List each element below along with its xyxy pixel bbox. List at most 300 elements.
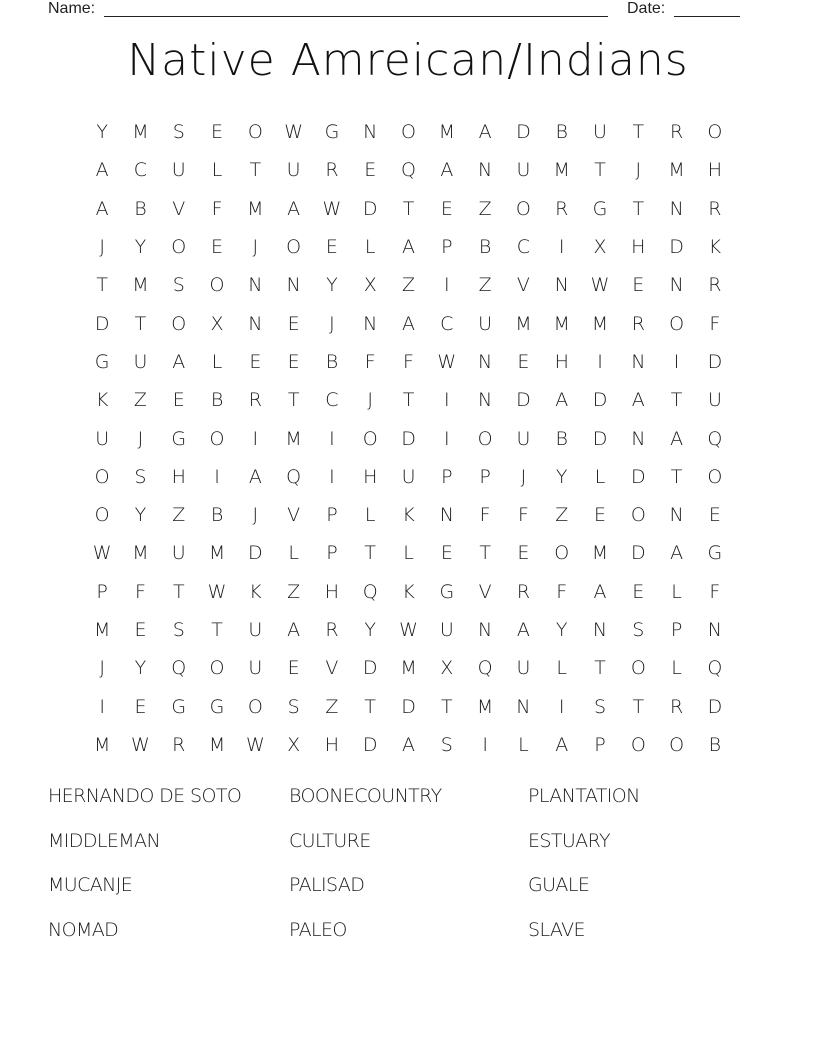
grid-letter: X bbox=[363, 274, 377, 297]
grid-letter: P bbox=[441, 236, 453, 259]
grid-letter: S bbox=[172, 274, 185, 297]
grid-letter: L bbox=[403, 542, 414, 565]
grid-letter: J bbox=[367, 389, 374, 412]
grid-letter: W bbox=[284, 121, 304, 144]
grid-letter: D bbox=[592, 427, 608, 450]
grid-letter: R bbox=[670, 695, 684, 718]
grid-letter: Q bbox=[401, 159, 416, 182]
grid-letter: F bbox=[517, 504, 529, 527]
grid-letter: E bbox=[287, 657, 300, 680]
grid-letter: U bbox=[248, 619, 263, 641]
grid-letter: I bbox=[597, 350, 603, 373]
grid-letter: L bbox=[364, 504, 376, 527]
grid-letter: G bbox=[439, 580, 455, 603]
grid-letter: W bbox=[322, 197, 342, 220]
grid-letter: Q bbox=[171, 657, 187, 680]
grid-letter: T bbox=[96, 274, 108, 297]
grid-letter: R bbox=[172, 733, 186, 756]
grid-letter: L bbox=[594, 465, 606, 488]
grid-letter: Z bbox=[133, 389, 147, 412]
grid-letter: I bbox=[444, 274, 450, 297]
grid-letter: I bbox=[252, 427, 259, 450]
grid-letter: H bbox=[554, 350, 569, 373]
grid-letter: E bbox=[632, 580, 645, 603]
grid-letter: Y bbox=[326, 274, 338, 297]
grid-letter: Q bbox=[286, 465, 302, 488]
word-list-item: MUCANJE bbox=[48, 874, 133, 896]
grid-letter: O bbox=[209, 657, 225, 680]
grid-letter: V bbox=[478, 580, 492, 603]
grid-letter: E bbox=[172, 389, 185, 412]
grid-letter: D bbox=[669, 236, 684, 259]
grid-letter: Z bbox=[478, 274, 492, 297]
grid-letter: Z bbox=[478, 197, 492, 220]
grid-letter: M bbox=[93, 619, 111, 641]
grid-letter: U bbox=[516, 159, 531, 182]
grid-letter: A bbox=[440, 159, 454, 182]
grid-letter: N bbox=[478, 619, 493, 641]
grid-letter: N bbox=[669, 197, 684, 220]
grid-letter: B bbox=[478, 236, 492, 259]
grid-letter: E bbox=[211, 121, 224, 144]
grid-letter: E bbox=[134, 619, 147, 641]
grid-letter: J bbox=[329, 312, 335, 335]
grid-letter: C bbox=[325, 389, 339, 412]
grid-letter: T bbox=[249, 159, 262, 182]
grid-letter: D bbox=[592, 389, 608, 412]
grid-letter: P bbox=[670, 619, 683, 641]
grid-letter: U bbox=[516, 657, 531, 680]
grid-letter: U bbox=[171, 542, 186, 565]
grid-letter: L bbox=[518, 733, 529, 756]
grid-letter: X bbox=[210, 312, 224, 335]
grid-letter: U bbox=[478, 312, 493, 335]
grid-letter: T bbox=[287, 389, 300, 412]
name-line bbox=[104, 0, 608, 17]
grid-letter: K bbox=[402, 580, 415, 603]
grid-letter: N bbox=[516, 695, 531, 718]
grid-letter: N bbox=[631, 350, 646, 373]
grid-letter: U bbox=[171, 159, 186, 182]
grid-letter: J bbox=[520, 465, 527, 488]
grid-letter: M bbox=[591, 312, 609, 335]
grid-letter: E bbox=[440, 542, 453, 565]
grid-letter: W bbox=[131, 733, 150, 756]
grid-letter: J bbox=[99, 236, 105, 259]
grid-letter: C bbox=[133, 159, 148, 182]
grid-letter: B bbox=[210, 504, 224, 527]
grid-letter: G bbox=[592, 197, 608, 220]
word-list-item: SLAVE bbox=[528, 918, 585, 941]
grid-letter: N bbox=[478, 159, 493, 182]
grid-letter: T bbox=[134, 312, 147, 335]
grid-letter: L bbox=[288, 542, 299, 565]
grid-letter: U bbox=[439, 619, 454, 641]
letter-grid bbox=[83, 113, 733, 764]
grid-letter: A bbox=[248, 465, 262, 488]
grid-letter: Z bbox=[172, 504, 186, 527]
grid-letter: G bbox=[209, 695, 225, 718]
grid-letter: T bbox=[172, 580, 185, 603]
grid-letter: I bbox=[482, 733, 488, 756]
grid-letter: E bbox=[134, 695, 147, 718]
grid-letter: I bbox=[214, 465, 220, 488]
grid-letter: W bbox=[437, 350, 457, 373]
grid-letter: Q bbox=[362, 580, 378, 603]
grid-letter: M bbox=[668, 159, 685, 182]
word-list-item: ESTUARY bbox=[528, 829, 610, 852]
grid-letter: I bbox=[329, 427, 335, 450]
grid-letter: T bbox=[594, 657, 606, 680]
grid-letter: O bbox=[554, 542, 570, 565]
name-label: Name: bbox=[48, 0, 96, 17]
grid-letter: E bbox=[517, 350, 530, 373]
grid-letter: L bbox=[364, 236, 376, 259]
word-list-item: HERNANDO DE SOTO bbox=[48, 785, 242, 807]
grid-letter: L bbox=[671, 657, 682, 680]
grid-letter: M bbox=[93, 733, 111, 756]
grid-letter: O bbox=[94, 465, 110, 488]
grid-letter: Q bbox=[707, 657, 723, 680]
grid-letter: Q bbox=[707, 427, 723, 450]
grid-letter: D bbox=[248, 542, 263, 565]
grid-letter: D bbox=[516, 389, 531, 412]
grid-letter: P bbox=[326, 504, 338, 527]
grid-letter: N bbox=[707, 619, 722, 641]
grid-letter: D bbox=[362, 733, 378, 756]
grid-letter: T bbox=[594, 159, 606, 182]
grid-letter: V bbox=[325, 657, 339, 680]
grid-letter: T bbox=[632, 121, 645, 144]
grid-letter: A bbox=[95, 197, 109, 220]
word-list-item: GUALE bbox=[528, 874, 590, 896]
grid-letter: S bbox=[287, 695, 300, 718]
grid-letter: T bbox=[670, 389, 683, 412]
grid-letter: M bbox=[132, 274, 149, 297]
word-list-item: PALEO bbox=[289, 918, 347, 941]
word-list bbox=[48, 780, 768, 958]
grid-letter: I bbox=[558, 236, 565, 259]
grid-letter: E bbox=[325, 236, 338, 259]
grid-letter: S bbox=[440, 733, 453, 756]
grid-letter: I bbox=[444, 389, 450, 412]
grid-letter: R bbox=[555, 197, 569, 220]
grid-letter: E bbox=[632, 274, 645, 297]
grid-letter: R bbox=[325, 159, 339, 182]
grid-letter: N bbox=[669, 274, 684, 297]
grid-letter: T bbox=[211, 619, 223, 641]
grid-letter: O bbox=[286, 236, 302, 259]
grid-letter: O bbox=[171, 236, 187, 259]
grid-letter: O bbox=[669, 733, 685, 756]
grid-letter: E bbox=[211, 236, 224, 259]
grid-letter: A bbox=[402, 733, 416, 756]
grid-letter: K bbox=[95, 389, 109, 412]
grid-letter: W bbox=[92, 542, 112, 565]
grid-letter: A bbox=[402, 312, 416, 335]
grid-letter: K bbox=[708, 236, 722, 259]
grid-letter: A bbox=[287, 619, 301, 641]
grid-letter: Z bbox=[325, 695, 339, 718]
grid-letter: I bbox=[99, 695, 105, 718]
grid-letter: G bbox=[171, 695, 187, 718]
grid-letter: B bbox=[708, 733, 722, 756]
grid-letter: U bbox=[133, 350, 148, 373]
grid-letter: B bbox=[134, 197, 147, 220]
grid-letter: R bbox=[708, 197, 722, 220]
grid-letter: B bbox=[555, 121, 568, 144]
grid-letter: Z bbox=[555, 504, 569, 527]
grid-letter: H bbox=[707, 159, 723, 182]
grid-letter: N bbox=[248, 274, 263, 297]
grid-letter: I bbox=[329, 465, 335, 488]
grid-letter: O bbox=[247, 695, 263, 718]
word-list-item: PALISAD bbox=[289, 874, 365, 896]
grid-letter: O bbox=[247, 121, 263, 144]
grid-letter: V bbox=[516, 274, 530, 297]
grid-letter: C bbox=[440, 312, 454, 335]
grid-letter: T bbox=[632, 197, 645, 220]
grid-letter: J bbox=[252, 236, 259, 259]
grid-letter: C bbox=[516, 236, 531, 259]
grid-letter: B bbox=[210, 389, 224, 412]
grid-letter: O bbox=[209, 274, 225, 297]
grid-letter: W bbox=[245, 733, 265, 756]
grid-letter: R bbox=[708, 274, 722, 297]
grid-letter: E bbox=[287, 350, 300, 373]
grid-letter: F bbox=[403, 350, 414, 373]
grid-letter: Y bbox=[555, 619, 568, 641]
grid-letter: W bbox=[399, 619, 418, 641]
grid-letter: F bbox=[479, 504, 491, 527]
grid-letter: O bbox=[707, 465, 723, 488]
grid-letter: F bbox=[211, 197, 223, 220]
grid-letter: M bbox=[400, 657, 417, 680]
grid-letter: P bbox=[96, 580, 108, 603]
grid-letter: B bbox=[325, 350, 339, 373]
grid-letter: T bbox=[632, 695, 645, 718]
grid-letter: H bbox=[363, 465, 378, 488]
grid-letter: M bbox=[515, 312, 532, 335]
grid-letter: O bbox=[630, 733, 646, 756]
grid-letter: M bbox=[476, 695, 494, 718]
grid-letter: E bbox=[249, 350, 262, 373]
grid-letter: D bbox=[362, 657, 378, 680]
grid-letter: U bbox=[707, 389, 722, 412]
grid-letter: M bbox=[132, 121, 149, 144]
grid-letter: U bbox=[248, 657, 263, 680]
grid-letter: S bbox=[172, 619, 185, 641]
grid-letter: A bbox=[95, 159, 109, 182]
grid-letter: O bbox=[477, 427, 493, 450]
grid-letter: O bbox=[707, 121, 723, 144]
grid-letter: R bbox=[325, 619, 339, 641]
grid-letter: E bbox=[287, 312, 300, 335]
word-list-item: CULTURE bbox=[289, 829, 371, 852]
grid-letter: P bbox=[594, 733, 606, 756]
grid-letter: O bbox=[171, 312, 187, 335]
grid-letter: E bbox=[440, 197, 453, 220]
grid-letter: T bbox=[364, 695, 377, 718]
grid-letter: Y bbox=[134, 657, 147, 680]
grid-letter: M bbox=[285, 427, 302, 450]
word-list-item: PLANTATION bbox=[528, 785, 640, 807]
grid-letter: K bbox=[249, 580, 262, 603]
grid-letter: X bbox=[440, 657, 454, 680]
grid-letter: M bbox=[208, 733, 226, 756]
grid-letter: I bbox=[558, 695, 565, 718]
grid-letter: P bbox=[326, 542, 338, 565]
grid-letter: O bbox=[669, 312, 685, 335]
grid-letter: D bbox=[362, 197, 378, 220]
grid-letter: Q bbox=[477, 657, 493, 680]
grid-letter: Y bbox=[134, 504, 147, 527]
grid-letter: V bbox=[287, 504, 301, 527]
grid-letter: S bbox=[593, 695, 607, 718]
date-line bbox=[674, 0, 740, 17]
grid-letter: Z bbox=[287, 580, 301, 603]
grid-letter: Z bbox=[402, 274, 416, 297]
grid-letter: O bbox=[362, 427, 378, 450]
grid-letter: F bbox=[364, 350, 376, 373]
grid-letter: R bbox=[670, 121, 684, 144]
grid-letter: A bbox=[402, 236, 416, 259]
grid-letter: Y bbox=[364, 619, 377, 641]
grid-letter: A bbox=[670, 542, 684, 565]
grid-letter: M bbox=[553, 159, 570, 182]
grid-letter: G bbox=[94, 350, 110, 373]
grid-letter: U bbox=[401, 465, 416, 488]
grid-letter: M bbox=[553, 312, 570, 335]
grid-letter: A bbox=[631, 389, 645, 412]
grid-letter: E bbox=[517, 542, 530, 565]
grid-letter: D bbox=[401, 695, 416, 718]
grid-letter: L bbox=[211, 350, 223, 373]
grid-letter: F bbox=[709, 312, 721, 335]
grid-letter: A bbox=[555, 389, 569, 412]
grid-letter: N bbox=[554, 274, 569, 297]
grid-letter: A bbox=[478, 121, 492, 144]
grid-letter: H bbox=[631, 236, 646, 259]
grid-letter: D bbox=[401, 427, 416, 450]
grid-letter: T bbox=[402, 389, 415, 412]
grid-letter: D bbox=[94, 312, 110, 335]
date-label: Date: bbox=[627, 0, 666, 17]
grid-letter: G bbox=[707, 542, 723, 565]
grid-letter: Y bbox=[96, 121, 108, 144]
grid-letter: A bbox=[555, 733, 569, 756]
grid-letter: N bbox=[439, 504, 454, 527]
grid-letter: H bbox=[324, 733, 340, 756]
grid-letter: D bbox=[516, 121, 531, 144]
grid-letter: J bbox=[137, 427, 144, 450]
grid-letter: E bbox=[708, 504, 721, 527]
grid-letter: J bbox=[252, 504, 259, 527]
grid-letter: E bbox=[594, 504, 607, 527]
grid-letter: O bbox=[209, 427, 225, 450]
grid-letter: M bbox=[438, 121, 456, 144]
grid-letter: N bbox=[478, 389, 493, 412]
grid-letter: H bbox=[171, 465, 186, 488]
word-list-item: NOMAD bbox=[48, 918, 119, 941]
grid-letter: D bbox=[707, 695, 723, 718]
grid-letter: G bbox=[171, 427, 187, 450]
grid-letter: H bbox=[324, 580, 340, 603]
grid-letter: I bbox=[673, 350, 680, 373]
grid-letter: X bbox=[593, 236, 607, 259]
grid-letter: O bbox=[630, 504, 646, 527]
grid-letter: U bbox=[286, 159, 301, 182]
grid-letter: R bbox=[516, 580, 531, 603]
grid-letter: O bbox=[94, 504, 110, 527]
grid-letter: X bbox=[287, 733, 301, 756]
grid-letter: D bbox=[630, 465, 646, 488]
grid-letter: Y bbox=[555, 465, 568, 488]
grid-letter: N bbox=[592, 619, 608, 641]
grid-letter: U bbox=[516, 427, 531, 450]
grid-letter: G bbox=[324, 121, 340, 144]
grid-letter: T bbox=[479, 542, 491, 565]
grid-letter: S bbox=[632, 619, 645, 641]
grid-letter: P bbox=[441, 465, 453, 488]
grid-letter: F bbox=[134, 580, 146, 603]
word-list-item: MIDDLEMAN bbox=[48, 829, 161, 852]
grid-letter: R bbox=[248, 389, 262, 412]
grid-letter: N bbox=[286, 274, 301, 297]
grid-letter: W bbox=[590, 274, 610, 297]
grid-letter: N bbox=[248, 312, 263, 335]
grid-letter: M bbox=[208, 542, 226, 565]
grid-letter: Y bbox=[134, 236, 147, 259]
grid-letter: A bbox=[172, 350, 186, 373]
grid-letter: O bbox=[401, 121, 416, 144]
word-list-item: BOONECOUNTRY bbox=[289, 785, 442, 807]
page-title: Native Amreican/Indians bbox=[127, 35, 689, 86]
grid-letter: V bbox=[172, 197, 186, 220]
grid-letter: T bbox=[441, 695, 453, 718]
grid-letter: A bbox=[670, 427, 684, 450]
grid-letter: L bbox=[211, 159, 223, 182]
grid-letter: N bbox=[363, 121, 378, 144]
grid-letter: O bbox=[630, 657, 646, 680]
grid-letter: R bbox=[631, 312, 645, 335]
grid-letter: N bbox=[631, 427, 646, 450]
grid-letter: D bbox=[630, 542, 646, 565]
grid-letter: M bbox=[132, 542, 149, 565]
grid-letter: P bbox=[479, 465, 491, 488]
grid-letter: D bbox=[707, 350, 723, 373]
grid-letter: N bbox=[363, 312, 378, 335]
grid-letter: O bbox=[515, 197, 531, 220]
grid-letter: F bbox=[709, 580, 721, 603]
grid-letter: S bbox=[172, 121, 185, 144]
grid-letter: T bbox=[364, 542, 377, 565]
grid-letter: B bbox=[555, 427, 568, 450]
grid-letter: T bbox=[670, 465, 683, 488]
grid-letter: M bbox=[591, 542, 609, 565]
grid-letter: E bbox=[364, 159, 377, 182]
grid-letter: T bbox=[402, 197, 415, 220]
grid-letter: U bbox=[593, 121, 607, 144]
grid-letter: M bbox=[247, 197, 264, 220]
grid-letter: J bbox=[99, 657, 105, 680]
grid-letter: A bbox=[516, 619, 530, 641]
grid-letter: A bbox=[593, 580, 607, 603]
grid-letter: I bbox=[444, 427, 450, 450]
grid-letter: J bbox=[635, 159, 642, 182]
grid-letter: L bbox=[671, 580, 682, 603]
grid-letter: A bbox=[287, 197, 301, 220]
